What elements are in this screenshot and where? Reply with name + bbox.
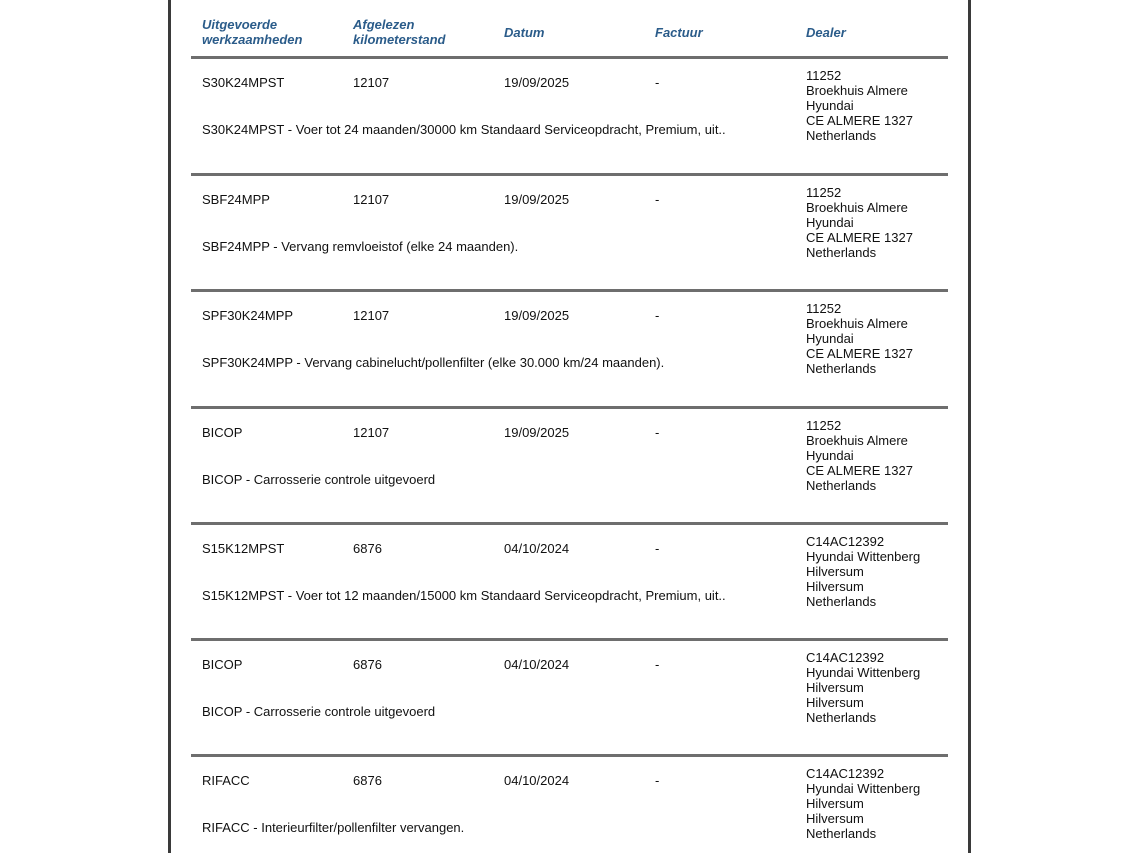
work-code: RIFACC bbox=[202, 773, 250, 788]
work-code: BICOP bbox=[202, 425, 243, 440]
work-description: SBF24MPP - Vervang remvloeistof (elke 24 maanden). bbox=[202, 239, 519, 254]
mileage-value: 6876 bbox=[353, 541, 382, 556]
table-header bbox=[191, 0, 948, 59]
dealer-line: Hyundai bbox=[806, 98, 854, 113]
table-row bbox=[191, 58, 948, 174]
dealer-line: Hyundai Wittenberg bbox=[806, 549, 921, 564]
dealer-info bbox=[806, 650, 946, 725]
mileage-value: 12107 bbox=[353, 308, 390, 323]
header-date: Datum bbox=[504, 25, 545, 40]
work-code: S15K12MPST bbox=[202, 541, 285, 556]
invoice-value: - bbox=[655, 308, 660, 323]
dealer-line: Netherlands bbox=[806, 361, 877, 376]
work-description: S15K12MPST - Voer tot 12 maanden/15000 km Standaard Serviceopdracht, Premium, uit.. bbox=[202, 588, 726, 603]
service-date: 19/09/2025 bbox=[504, 425, 570, 440]
work-code: SPF30K24MPP bbox=[202, 308, 294, 323]
mileage-value: 12107 bbox=[353, 192, 390, 207]
header-mileage-line1: Afgelezen bbox=[353, 17, 415, 32]
work-code: SBF24MPP bbox=[202, 192, 270, 207]
header-work-line1: Uitgevoerde bbox=[202, 17, 278, 32]
service-date: 19/09/2025 bbox=[504, 308, 570, 323]
dealer-line: Hilversum bbox=[806, 695, 864, 710]
dealer-line: Hilversum bbox=[806, 579, 864, 594]
dealer-line: C14AC12392 bbox=[806, 766, 885, 781]
service-date: 19/09/2025 bbox=[504, 192, 570, 207]
mileage-value: 12107 bbox=[353, 75, 390, 90]
dealer-line: Hilversum bbox=[806, 811, 864, 826]
mileage-value: 6876 bbox=[353, 657, 382, 672]
dealer-line: 11252 bbox=[806, 301, 842, 316]
dealer-line: 11252 bbox=[806, 418, 842, 433]
dealer-line: Netherlands bbox=[806, 710, 877, 725]
header-mileage-line2: kilometerstand bbox=[353, 32, 446, 47]
header-work bbox=[202, 17, 302, 47]
dealer-info bbox=[806, 418, 946, 493]
work-description: S30K24MPST - Voer tot 24 maanden/30000 km Standaard Serviceopdracht, Premium, uit.. bbox=[202, 122, 726, 137]
work-description: BICOP - Carrosserie controle uitgevoerd bbox=[202, 704, 436, 719]
service-date: 04/10/2024 bbox=[504, 541, 570, 556]
dealer-line: Netherlands bbox=[806, 594, 877, 609]
dealer-line: Hyundai Wittenberg bbox=[806, 781, 921, 796]
service-history-page bbox=[168, 0, 971, 853]
dealer-line: CE ALMERE 1327 bbox=[806, 230, 913, 245]
table-row bbox=[191, 522, 948, 641]
dealer-line: Hyundai Wittenberg bbox=[806, 665, 921, 680]
header-dealer: Dealer bbox=[806, 25, 846, 40]
invoice-value: - bbox=[655, 773, 660, 788]
dealer-line: Netherlands bbox=[806, 128, 877, 143]
invoice-value: - bbox=[655, 657, 660, 672]
table-row bbox=[191, 406, 948, 525]
header-invoice: Factuur bbox=[655, 25, 703, 40]
dealer-line: Hilversum bbox=[806, 564, 864, 579]
dealer-line: Hyundai bbox=[806, 215, 854, 230]
dealer-line: Broekhuis Almere bbox=[806, 83, 908, 98]
invoice-value: - bbox=[655, 75, 660, 90]
service-date: 04/10/2024 bbox=[504, 657, 570, 672]
invoice-value: - bbox=[655, 541, 660, 556]
dealer-info bbox=[806, 534, 946, 609]
table-row bbox=[191, 173, 948, 292]
dealer-info bbox=[806, 68, 946, 143]
dealer-line: 11252 bbox=[806, 68, 842, 83]
dealer-line: Hilversum bbox=[806, 680, 864, 695]
dealer-info bbox=[806, 301, 946, 376]
dealer-line: Netherlands bbox=[806, 478, 877, 493]
invoice-value: - bbox=[655, 425, 660, 440]
dealer-line: C14AC12392 bbox=[806, 650, 885, 665]
service-date: 19/09/2025 bbox=[504, 75, 570, 90]
dealer-line: Netherlands bbox=[806, 826, 877, 841]
dealer-info bbox=[806, 766, 946, 841]
mileage-value: 6876 bbox=[353, 773, 382, 788]
dealer-line: Hyundai bbox=[806, 331, 854, 346]
dealer-line: Broekhuis Almere bbox=[806, 316, 908, 331]
dealer-line: Hyundai bbox=[806, 448, 854, 463]
dealer-line: CE ALMERE 1327 bbox=[806, 346, 913, 361]
dealer-line: C14AC12392 bbox=[806, 534, 885, 549]
header-mileage bbox=[353, 17, 445, 47]
invoice-value: - bbox=[655, 192, 660, 207]
table-row bbox=[191, 754, 948, 853]
dealer-line: 11252 bbox=[806, 185, 842, 200]
header-work-line2: werkzaamheden bbox=[202, 32, 303, 47]
dealer-line: Broekhuis Almere bbox=[806, 200, 908, 215]
dealer-line: CE ALMERE 1327 bbox=[806, 113, 913, 128]
dealer-line: Broekhuis Almere bbox=[806, 433, 908, 448]
work-description: SPF30K24MPP - Vervang cabinelucht/pollenfilter (elke 30.000 km/24 maanden). bbox=[202, 355, 665, 370]
work-description: BICOP - Carrosserie controle uitgevoerd bbox=[202, 472, 436, 487]
dealer-info bbox=[806, 185, 946, 260]
service-date: 04/10/2024 bbox=[504, 773, 570, 788]
dealer-line: Hilversum bbox=[806, 796, 864, 811]
work-description: RIFACC - Interieurfilter/pollenfilter vervangen. bbox=[202, 820, 465, 835]
work-code: S30K24MPST bbox=[202, 75, 285, 90]
work-code: BICOP bbox=[202, 657, 243, 672]
table-row bbox=[191, 638, 948, 757]
dealer-line: Netherlands bbox=[806, 245, 877, 260]
table-row bbox=[191, 289, 948, 408]
mileage-value: 12107 bbox=[353, 425, 390, 440]
dealer-line: CE ALMERE 1327 bbox=[806, 463, 913, 478]
